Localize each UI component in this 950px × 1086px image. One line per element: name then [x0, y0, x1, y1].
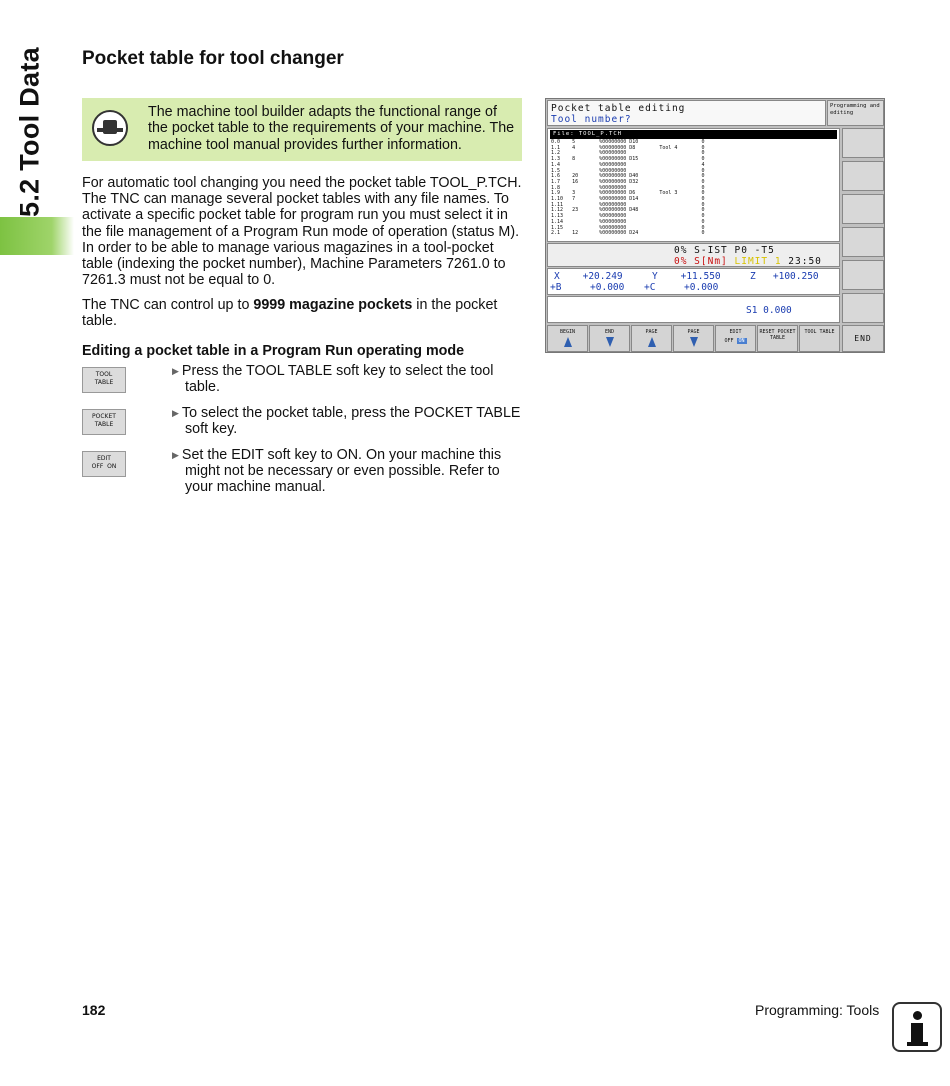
screen-title: Pocket table editing Tool number?: [547, 100, 826, 126]
table-header: File: TOOL_P.TCH: [550, 130, 837, 139]
tool-table-softkey-screen[interactable]: TOOL TABLE: [799, 325, 840, 352]
end-softkey[interactable]: END: [842, 325, 884, 352]
chapter-side-title: 5.2 Tool Data: [14, 47, 45, 217]
table-row: 1.13 %00000000 0: [551, 213, 705, 220]
table-row: 1.12 23 %00000000 D48 0: [551, 207, 705, 214]
pocket-table: [547, 128, 840, 242]
page-number: 182: [82, 1002, 106, 1018]
subheading: Editing a pocket table in a Program Run operating mode: [82, 343, 465, 359]
table-row: 1.11 %00000000 0: [551, 201, 705, 208]
reset-pocket-table-softkey[interactable]: RESET POCKET TABLE: [757, 325, 798, 352]
note-box: [82, 98, 522, 161]
footer-section: Programming: Tools: [755, 1002, 880, 1018]
end-page-softkey[interactable]: END: [589, 325, 630, 352]
begin-softkey[interactable]: BEGIN: [547, 325, 588, 352]
edit-toggle-softkey[interactable]: EDIT OFF ON: [715, 325, 756, 352]
table-row: 1.3 8 %00000000 D15 0: [551, 156, 705, 163]
table-row: 0.0 5 %00000000 D10 0: [551, 139, 705, 145]
screen-mode: Programming and editing: [827, 100, 884, 126]
step-3: ▶ Set the EDIT soft key to ON. On your machine this might not be necessary or even possible. Refer to your machine manual.: [172, 447, 524, 496]
table-row: 1.1 4 %00000000 D8 Tool 4 0: [551, 144, 705, 151]
table-row: 1.15 %00000000 0: [551, 224, 705, 231]
step-1: ▶ Press the TOOL TABLE soft key to select the tool table.: [172, 363, 524, 395]
softkey-bar: [547, 325, 884, 352]
intro-paragraph: For automatic tool changing you need the pocket table TOOL_P.TCH. The TNC can manage several pocket tables with any file names. To activate a specific pocket table for program run you must select it in the file management of a Program Run mode of operation (status M). In order to be able to manage various magazines in a tool-pocket table (indexing the pocket number), Machine Parameters 7261.0 to 7261.3 must not be equal to 0.: [82, 175, 522, 289]
status-display: 0% S-IST P0 -T5 0% S[Nm] LIMIT 1 23:50: [547, 243, 840, 267]
table-row: 1.5 %00000000 0: [551, 167, 705, 174]
vertical-softkeys: [842, 128, 884, 323]
table-row: 1.14 %00000000 0: [551, 218, 705, 225]
page-down-softkey[interactable]: PAGE: [673, 325, 714, 352]
table-row: 2.1 12 %00000000 D24 0: [551, 230, 705, 237]
pocket-table-softkey: POCKET TABLE: [82, 409, 126, 435]
table-row: 1.9 3 %00000000 D6 Tool 3 0: [551, 190, 705, 197]
table-row: 1.8 %00000000 0: [551, 184, 705, 191]
spindle-display: S1 0.000: [547, 296, 840, 323]
tnc-screenshot: [545, 98, 885, 353]
page-heading: Pocket table for tool changer: [82, 48, 344, 69]
table-row: 1.6 20 %00000000 D40 0: [551, 173, 705, 180]
note-text: The machine tool builder adapts the functional range of the pocket table to the requirements of your machine. The machine tool manual provides further information.: [148, 104, 515, 153]
chapter-marker-bar: [0, 217, 74, 255]
page-up-softkey[interactable]: PAGE: [631, 325, 672, 352]
pockets-paragraph: The TNC can control up to 9999 magazine pockets in the pocket table.: [82, 297, 498, 330]
step-2: ▶ To select the pocket table, press the POCKET TABLE soft key.: [172, 405, 524, 437]
table-row: 1.10 7 %00000000 D14 0: [551, 196, 705, 202]
table-row: 1.7 16 %00000000 D32 0: [551, 178, 705, 185]
tool-table-softkey: TOOL TABLE: [82, 367, 126, 393]
position-display: X +20.249 Y +11.550 Z +100.250 +B +0.000 +C +0.000: [547, 268, 840, 295]
table-row: 1.2 %00000000 0: [551, 150, 705, 157]
info-icon: [892, 1002, 942, 1052]
machine-icon: [92, 110, 128, 146]
edit-softkey: EDIT OFF ON: [82, 451, 126, 477]
table-row: 1.4 %00000000 4: [551, 161, 705, 168]
